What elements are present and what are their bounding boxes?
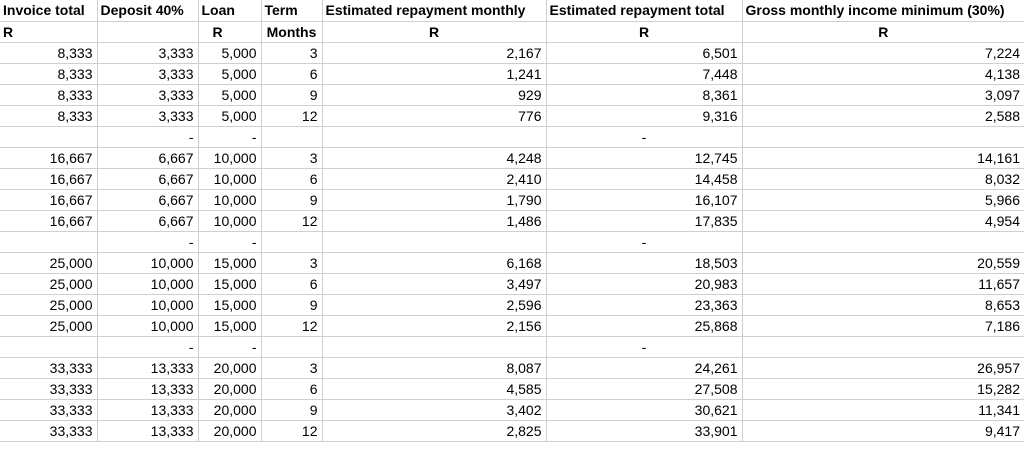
cell-loan: - (198, 126, 261, 147)
cell-loan: 20,000 (198, 420, 261, 441)
cell-repayment-monthly (322, 231, 546, 252)
cell-loan: 10,000 (198, 168, 261, 189)
cell-term: 3 (261, 357, 322, 378)
cell-loan: 10,000 (198, 147, 261, 168)
cell-repayment-total: 30,621 (546, 399, 742, 420)
cell-repayment-monthly: 2,410 (322, 168, 546, 189)
cell-deposit: - (97, 336, 198, 357)
cell-loan: 5,000 (198, 42, 261, 63)
cell-invoice-total: 33,333 (0, 420, 97, 441)
cell-invoice-total: 25,000 (0, 273, 97, 294)
header-repayment-monthly: Estimated repayment monthly (322, 0, 546, 21)
cell-repayment-total: 12,745 (546, 147, 742, 168)
cell-deposit: 10,000 (97, 252, 198, 273)
header-loan: Loan (198, 0, 261, 21)
unit-loan: R (198, 21, 261, 42)
unit-term: Months (261, 21, 322, 42)
table-row (0, 420, 1024, 441)
cell-term (261, 126, 322, 147)
cell-repayment-total: 8,361 (546, 84, 742, 105)
cell-invoice-total (0, 126, 97, 147)
cell-repayment-total: 27,508 (546, 378, 742, 399)
cell-loan: - (198, 231, 261, 252)
cell-deposit: 10,000 (97, 273, 198, 294)
cell-deposit: 3,333 (97, 84, 198, 105)
cell-invoice-total: 33,333 (0, 378, 97, 399)
cell-gross-income (742, 231, 1024, 252)
unit-deposit (97, 21, 198, 42)
table-row (0, 168, 1024, 189)
cell-deposit: 6,667 (97, 168, 198, 189)
cell-deposit: 10,000 (97, 294, 198, 315)
table-row (0, 210, 1024, 231)
table-row (0, 273, 1024, 294)
cell-gross-income: 5,966 (742, 189, 1024, 210)
cell-gross-income: 8,653 (742, 294, 1024, 315)
cell-repayment-monthly: 2,825 (322, 420, 546, 441)
cell-term: 3 (261, 252, 322, 273)
cell-repayment-total: 6,501 (546, 42, 742, 63)
cell-deposit: 3,333 (97, 63, 198, 84)
cell-repayment-total: - (546, 336, 742, 357)
cell-repayment-monthly: 4,248 (322, 147, 546, 168)
table-row (0, 378, 1024, 399)
cell-repayment-monthly: 2,596 (322, 294, 546, 315)
cell-loan: 15,000 (198, 273, 261, 294)
cell-deposit: 6,667 (97, 189, 198, 210)
cell-gross-income (742, 336, 1024, 357)
cell-repayment-monthly (322, 126, 546, 147)
cell-deposit: - (97, 231, 198, 252)
table-row (0, 231, 1024, 252)
cell-gross-income: 9,417 (742, 420, 1024, 441)
header-gross-income: Gross monthly income minimum (30%) (742, 0, 1024, 21)
cell-repayment-total: 25,868 (546, 315, 742, 336)
cell-loan: 20,000 (198, 357, 261, 378)
cell-deposit: 3,333 (97, 42, 198, 63)
cell-term: 12 (261, 315, 322, 336)
cell-repayment-total: 9,316 (546, 105, 742, 126)
cell-invoice-total: 25,000 (0, 252, 97, 273)
cell-term: 12 (261, 420, 322, 441)
cell-invoice-total: 16,667 (0, 210, 97, 231)
cell-invoice-total: 16,667 (0, 189, 97, 210)
cell-invoice-total: 16,667 (0, 147, 97, 168)
cell-invoice-total (0, 231, 97, 252)
cell-term: 9 (261, 399, 322, 420)
cell-gross-income: 11,657 (742, 273, 1024, 294)
header-term: Term (261, 0, 322, 21)
cell-repayment-monthly: 776 (322, 105, 546, 126)
cell-repayment-monthly (322, 336, 546, 357)
cell-term: 12 (261, 105, 322, 126)
table-row (0, 336, 1024, 357)
table-row (0, 63, 1024, 84)
cell-invoice-total: 33,333 (0, 357, 97, 378)
cell-deposit: 3,333 (97, 105, 198, 126)
cell-deposit: 10,000 (97, 315, 198, 336)
cell-loan: 5,000 (198, 84, 261, 105)
cell-gross-income: 14,161 (742, 147, 1024, 168)
cell-invoice-total: 8,333 (0, 63, 97, 84)
cell-deposit: 13,333 (97, 357, 198, 378)
cell-term: 6 (261, 378, 322, 399)
table-row (0, 399, 1024, 420)
cell-gross-income: 2,588 (742, 105, 1024, 126)
cell-repayment-monthly: 2,167 (322, 42, 546, 63)
cell-invoice-total: 8,333 (0, 105, 97, 126)
cell-invoice-total: 16,667 (0, 168, 97, 189)
table-row (0, 315, 1024, 336)
table-row (0, 357, 1024, 378)
header-repayment-total: Estimated repayment total (546, 0, 742, 21)
cell-repayment-total: 20,983 (546, 273, 742, 294)
cell-loan: - (198, 336, 261, 357)
cell-invoice-total: 25,000 (0, 294, 97, 315)
cell-repayment-total: 16,107 (546, 189, 742, 210)
cell-gross-income: 26,957 (742, 357, 1024, 378)
unit-repayment-total: R (546, 21, 742, 42)
cell-repayment-total: 23,363 (546, 294, 742, 315)
table-row (0, 105, 1024, 126)
cell-term: 6 (261, 63, 322, 84)
cell-gross-income: 3,097 (742, 84, 1024, 105)
cell-term: 12 (261, 210, 322, 231)
cell-term: 6 (261, 273, 322, 294)
cell-gross-income: 4,954 (742, 210, 1024, 231)
unit-invoice-total: R (0, 21, 97, 42)
cell-loan: 5,000 (198, 105, 261, 126)
cell-repayment-monthly: 3,497 (322, 273, 546, 294)
cell-term (261, 336, 322, 357)
cell-gross-income: 11,341 (742, 399, 1024, 420)
cell-gross-income: 7,186 (742, 315, 1024, 336)
table-row (0, 189, 1024, 210)
table-row (0, 42, 1024, 63)
cell-invoice-total: 33,333 (0, 399, 97, 420)
cell-repayment-total: - (546, 231, 742, 252)
cell-gross-income: 4,138 (742, 63, 1024, 84)
cell-term: 3 (261, 42, 322, 63)
cell-repayment-monthly: 1,241 (322, 63, 546, 84)
cell-deposit: 13,333 (97, 378, 198, 399)
cell-loan: 10,000 (198, 189, 261, 210)
header-invoice-total: Invoice total (0, 0, 97, 21)
table-row (0, 294, 1024, 315)
cell-gross-income: 15,282 (742, 378, 1024, 399)
cell-gross-income: 7,224 (742, 42, 1024, 63)
cell-repayment-monthly: 1,486 (322, 210, 546, 231)
cell-repayment-monthly: 3,402 (322, 399, 546, 420)
cell-invoice-total: 25,000 (0, 315, 97, 336)
cell-loan: 5,000 (198, 63, 261, 84)
cell-repayment-monthly: 929 (322, 84, 546, 105)
cell-gross-income: 8,032 (742, 168, 1024, 189)
cell-invoice-total: 8,333 (0, 42, 97, 63)
cell-repayment-total: 18,503 (546, 252, 742, 273)
cell-deposit: - (97, 126, 198, 147)
cell-term: 9 (261, 294, 322, 315)
table-row (0, 252, 1024, 273)
cell-repayment-monthly: 8,087 (322, 357, 546, 378)
cell-repayment-total: 7,448 (546, 63, 742, 84)
cell-loan: 15,000 (198, 252, 261, 273)
cell-repayment-total: 17,835 (546, 210, 742, 231)
cell-loan: 20,000 (198, 378, 261, 399)
table-row (0, 147, 1024, 168)
cell-loan: 15,000 (198, 315, 261, 336)
cell-repayment-total: 33,901 (546, 420, 742, 441)
cell-repayment-monthly: 2,156 (322, 315, 546, 336)
cell-loan: 10,000 (198, 210, 261, 231)
cell-term: 9 (261, 84, 322, 105)
table-row (0, 126, 1024, 147)
cell-term (261, 231, 322, 252)
unit-repayment-monthly: R (322, 21, 546, 42)
cell-repayment-monthly: 6,168 (322, 252, 546, 273)
header-row (0, 0, 1024, 21)
cell-deposit: 13,333 (97, 420, 198, 441)
cell-repayment-monthly: 4,585 (322, 378, 546, 399)
cell-repayment-total: 14,458 (546, 168, 742, 189)
unit-row (0, 21, 1024, 42)
cell-term: 6 (261, 168, 322, 189)
cell-loan: 15,000 (198, 294, 261, 315)
unit-gross-income: R (742, 21, 1024, 42)
cell-gross-income (742, 126, 1024, 147)
cell-deposit: 6,667 (97, 147, 198, 168)
cell-term: 9 (261, 189, 322, 210)
cell-invoice-total (0, 336, 97, 357)
cell-term: 3 (261, 147, 322, 168)
cell-gross-income: 20,559 (742, 252, 1024, 273)
cell-repayment-monthly: 1,790 (322, 189, 546, 210)
cell-repayment-total: 24,261 (546, 357, 742, 378)
header-deposit: Deposit 40% (97, 0, 198, 21)
cell-invoice-total: 8,333 (0, 84, 97, 105)
table-row (0, 84, 1024, 105)
cell-loan: 20,000 (198, 399, 261, 420)
cell-deposit: 13,333 (97, 399, 198, 420)
cell-repayment-total: - (546, 126, 742, 147)
cell-deposit: 6,667 (97, 210, 198, 231)
